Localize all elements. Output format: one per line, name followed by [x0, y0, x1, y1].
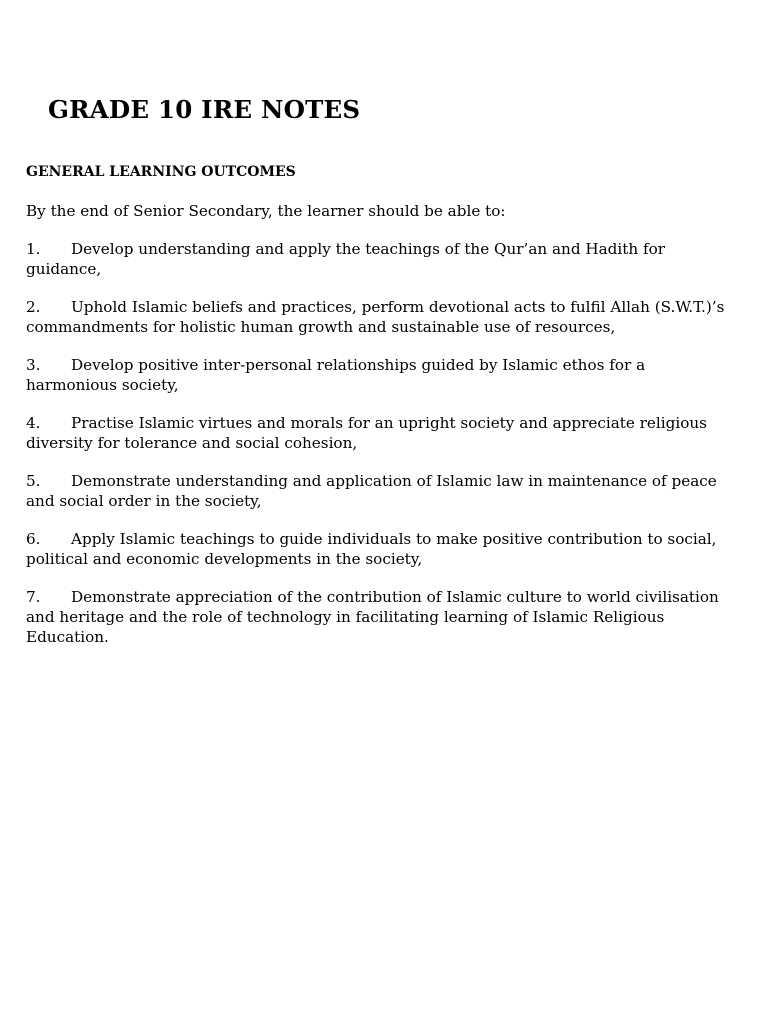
learning-outcomes-list: [26, 239, 738, 665]
page-title: GRADE 10 IRE NOTES: [48, 95, 361, 124]
learning-outcome-item: [26, 239, 738, 279]
outcome-text: Develop understanding and apply the teachings of the Qur’an and Hadith for guidance,: [26, 240, 666, 278]
learning-outcome-item: [26, 355, 738, 395]
outcome-text: Develop positive inter-personal relationships guided by Islamic ethos for a harmonious society,: [26, 356, 646, 394]
learning-outcome-item: [26, 413, 738, 453]
outcome-number: 1.: [26, 240, 41, 258]
outcome-number: 3.: [26, 356, 41, 374]
section-heading: GENERAL LEARNING OUTCOMES: [26, 164, 296, 180]
outcome-text: Demonstrate understanding and application of Islamic law in maintenance of peace and social order in the society,: [26, 472, 717, 510]
outcome-number: 6.: [26, 530, 41, 548]
outcome-number: 7.: [26, 588, 41, 606]
learning-outcome-item: [26, 471, 738, 511]
outcome-text: Apply Islamic teachings to guide individuals to make positive contribution to social, political and economic developments in the society,: [26, 530, 717, 568]
outcome-text: Practise Islamic virtues and morals for an upright society and appreciate religious diversity for tolerance and social cohesion,: [26, 414, 707, 452]
learning-outcome-item: [26, 529, 738, 569]
learning-outcome-item: [26, 297, 738, 337]
outcome-number: 2.: [26, 298, 41, 316]
intro-paragraph: By the end of Senior Secondary, the learner should be able to:: [26, 202, 506, 220]
outcome-number: 5.: [26, 472, 41, 490]
outcome-text: Uphold Islamic beliefs and practices, perform devotional acts to fulfil Allah (S.W.T.)’s commandments for holistic human growth and sustainable use of resources,: [26, 298, 725, 336]
outcome-text: Demonstrate appreciation of the contribution of Islamic culture to world civilisation and heritage and the role of technology in facilitating learning of Islamic Religious Education.: [26, 588, 719, 646]
outcome-number: 4.: [26, 414, 41, 432]
learning-outcome-item: [26, 587, 738, 647]
